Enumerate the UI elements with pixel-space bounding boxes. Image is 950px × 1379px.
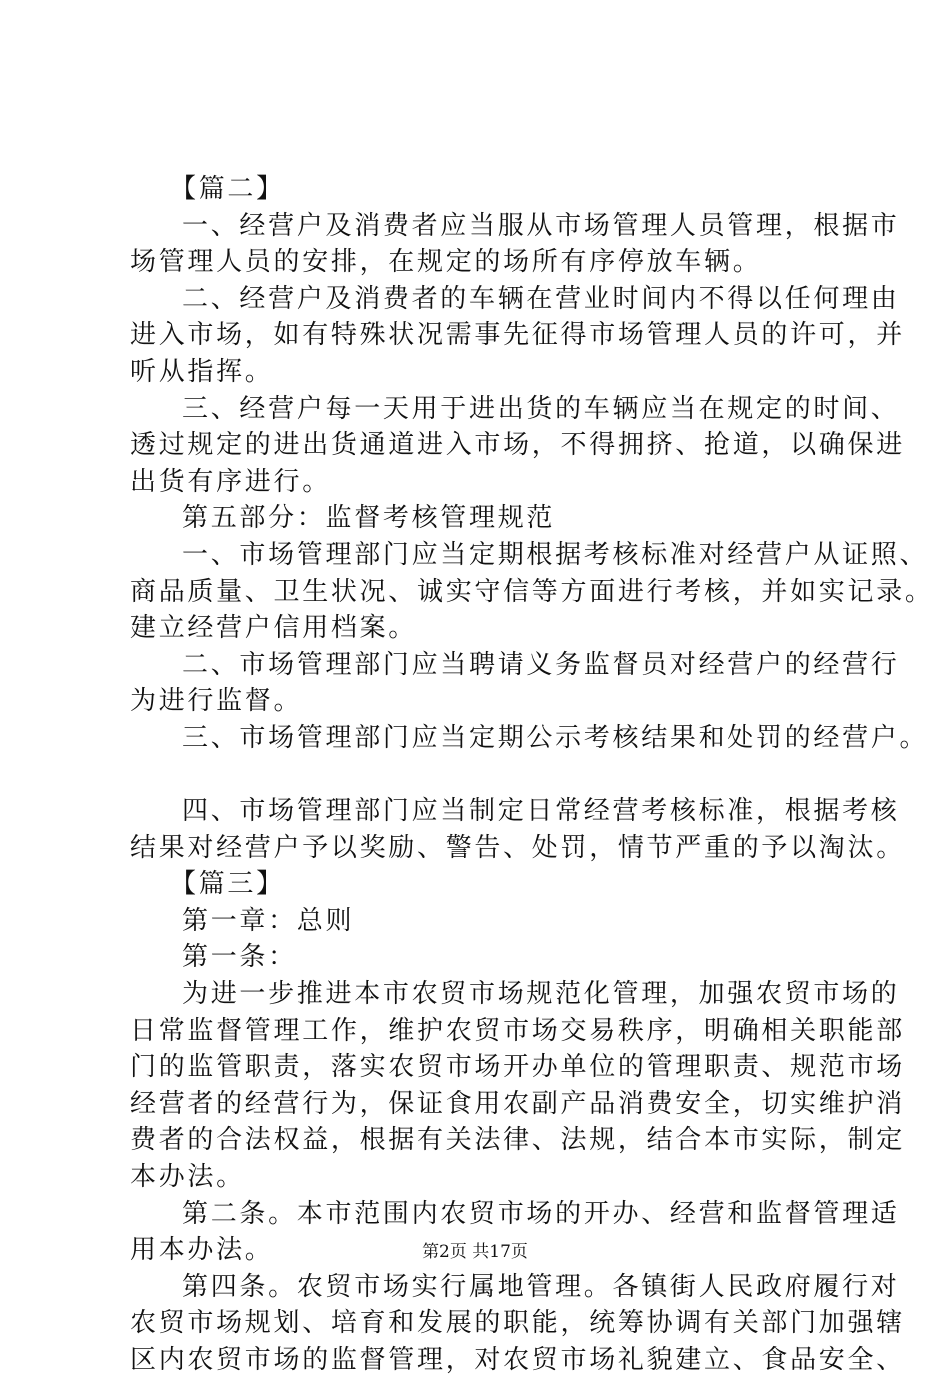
chapter-title: 第一章：总则 [182, 905, 355, 936]
paragraph-line: 出货有序进行。 [130, 466, 331, 497]
paragraph-line: 听从指挥。 [130, 356, 274, 387]
section-title: 第五部分：监督考核管理规范 [182, 503, 556, 534]
section-heading: 【篇二】 [170, 174, 285, 204]
paragraph-line: 区内农贸市场的监督管理，对农贸市场礼貌建立、食品安全、 [130, 1345, 905, 1375]
paragraph-line: 费者的合法权益，根据有关法律、法规，结合本市实际，制定 [130, 1125, 905, 1156]
paragraph-line: 商品质量、卫生状况、诚实守信等方面进行考核，并如实记录。 [130, 576, 934, 607]
article-title: 第一条： [182, 942, 297, 973]
blank-line [130, 757, 835, 794]
paragraph-line: 建立经营户信用档案。 [130, 613, 418, 644]
paragraph-line: 透过规定的进出货通道进入市场，不得拥挤、抢道，以确保进 [130, 430, 905, 461]
paragraph-line: 结果对经营户予以奖励、警告、处罚，情节严重的予以淘汰。 [130, 832, 905, 863]
section-heading: 【篇三】 [170, 869, 285, 900]
paragraph-line: 用本办法。 [130, 1235, 274, 1266]
paragraph-line: 一、市场管理部门应当定期根据考核标准对经营户从证照、 [182, 539, 929, 570]
paragraph-line: 第二条。本市范围内农贸市场的开办、经营和监督管理适 [182, 1198, 900, 1229]
paragraph-line: 四、市场管理部门应当制定日常经营考核标准，根据考核 [182, 796, 900, 827]
paragraph-line: 为进行监督。 [130, 686, 303, 717]
paragraph-line: 三、经营户每一天用于进出货的车辆应当在规定的时间、 [182, 393, 900, 424]
paragraph-line: 二、经营户及消费者的车辆在营业时间内不得以任何理由 [182, 283, 900, 314]
paragraph-line: 日常监督管理工作，维护农贸市场交易秩序，明确相关职能部 [130, 1015, 905, 1046]
paragraph-line: 三、市场管理部门应当定期公示考核结果和处罚的经营户。 [182, 722, 929, 753]
page-number-footer: 第2页 共17页 [422, 1242, 528, 1262]
paragraph-line: 第四条。农贸市场实行属地管理。各镇街人民政府履行对 [182, 1271, 900, 1302]
paragraph-line: 二、市场管理部门应当聘请义务监督员对经营户的经营行 [182, 649, 900, 680]
paragraph-line: 为进一步推进本市农贸市场规范化管理，加强农贸市场的 [182, 979, 900, 1010]
document-body [130, 171, 934, 1379]
paragraph-line: 进入市场，如有特殊状况需事先征得市场管理人员的许可，并 [130, 320, 905, 351]
paragraph-line: 农贸市场规划、培育和发展的职能，统筹协调有关部门加强辖 [130, 1308, 905, 1339]
paragraph-line: 经营者的经营行为，保证食用农副产品消费安全，切实维护消 [130, 1088, 905, 1119]
paragraph-line: 门的监管职责，落实农贸市场开办单位的管理职责、规范市场 [130, 1052, 905, 1083]
paragraph-line: 场管理人员的安排，在规定的场所有序停放车辆。 [130, 247, 762, 278]
paragraph-line: 一、经营户及消费者应当服从市场管理人员管理，根据市 [182, 210, 900, 241]
paragraph-line: 本办法。 [130, 1162, 245, 1193]
